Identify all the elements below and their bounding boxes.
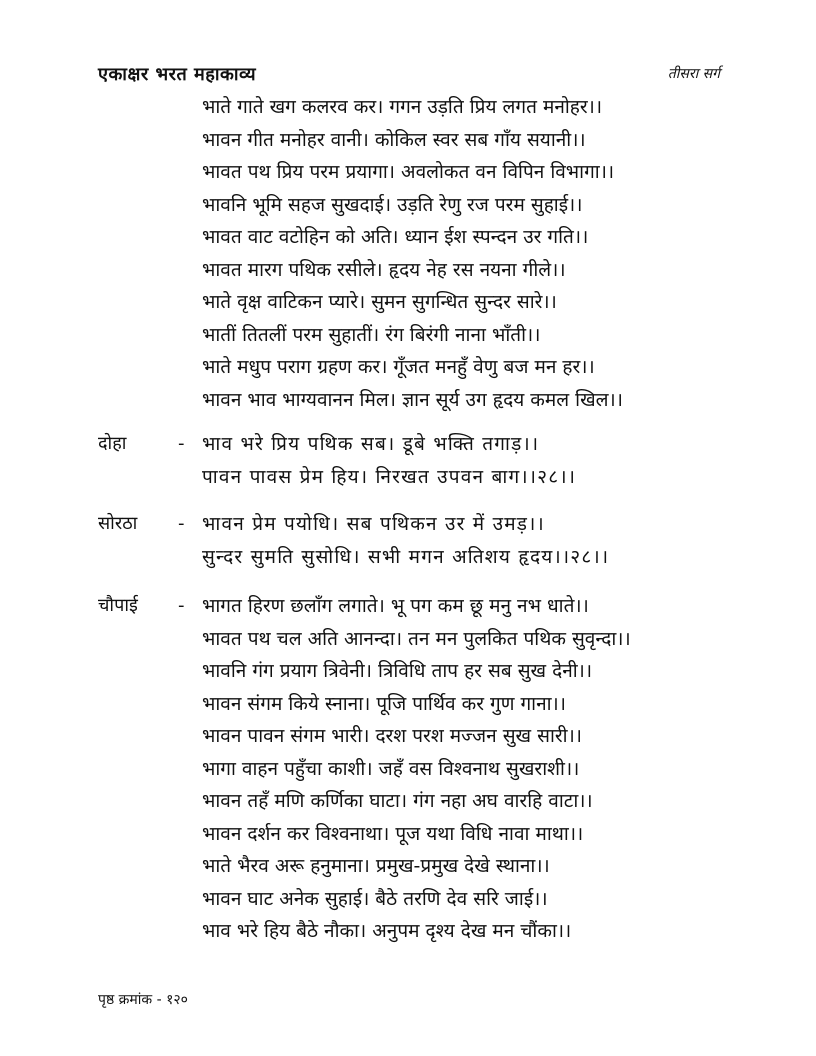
doha-line xyxy=(98,428,724,461)
verse-line xyxy=(98,91,724,124)
page-header xyxy=(98,62,720,88)
verse-text: भावन पावन संगम भारी। दरश परश मज्जन सुख सारी।। xyxy=(202,725,582,747)
chaupai-line xyxy=(98,655,724,688)
verse-text: भावत पथ प्रिय परम प्रयागा। अवलोकत वन विपिन विभागा।। xyxy=(202,161,615,183)
chaupai-line xyxy=(98,590,724,623)
soratha-line xyxy=(98,541,724,574)
verse-text: भाव भरे हिय बैठे नौका। अनुपम दृश्य देख मन चौंका।। xyxy=(202,920,572,942)
verse-text: भावन घाट अनेक सुहाई। बैठे तरणि देव सरि जाई।। xyxy=(202,887,548,910)
verse-text: भागत हिरण छलाँग लगाते। भू पग कम छू मनु नभ धाते।। xyxy=(202,595,589,617)
verse-text: भावन प्रेम पयोधि। सब पथिकन उर में उमड़।। xyxy=(202,513,545,535)
verse-line xyxy=(98,156,724,189)
label-dash: - xyxy=(178,513,185,534)
verse-text: भावन दर्शन कर विश्वनाथा। पूज यथा विधि नावा माथा।। xyxy=(202,822,584,845)
chaupai-label: चौपाई xyxy=(98,595,138,616)
verse-text: सुन्दर सुमति सुसोधि। सभी मगन अतिशय हृदय।।२८।। xyxy=(202,545,610,568)
verse-text: भाते वृक्ष वाटिकन प्यारे। सुमन सुगन्धित सुन्दर सारे।। xyxy=(202,291,557,313)
verse-text: भावत मारग पथिक रसीले। हृदय नेह रस नयना गीले।। xyxy=(202,258,566,281)
verse-text: भावन संगम किये स्नाना। पूजि पार्थिव कर गुण गाना।। xyxy=(202,692,566,715)
chaupai-line xyxy=(98,688,724,721)
verse-text: भागा वाहन पहुँचा काशी। जहँ वस विश्वनाथ सुखराशी।। xyxy=(202,757,580,780)
soratha-block xyxy=(98,508,724,573)
verse-line xyxy=(98,221,724,254)
verse-text: भावत पथ चल अति आनन्दा। तन मन पुलकित पथिक सुवृन्दा।। xyxy=(202,627,631,650)
verse-text: भातीं तितलीं परम सुहातीं। रंग बिरंगी नाना भाँती।। xyxy=(202,323,541,346)
chaupai-line xyxy=(98,883,724,916)
page-number: पृष्ठ क्रमांक - १२० xyxy=(98,992,188,1008)
verse-text: भावन तहँ मणि कर्णिका घाटा। गंग नहा अघ वारहि वाटा।। xyxy=(202,790,593,812)
chaupai-line xyxy=(98,753,724,786)
verse-text: भाव भरे प्रिय पथिक सब। डूबे भक्ति तगाड़।। xyxy=(202,433,540,455)
verse-block-intro xyxy=(98,91,724,416)
verse-text: भाते मधुप पराग ग्रहण कर। गूँजत मनहुँ वेणु बज मन हर।। xyxy=(202,356,595,378)
doha-label: दोहा xyxy=(98,433,127,454)
verse-text: भावन भाव भाग्यवानन मिल। ज्ञान सूर्य उग हृदय कमल खिल।। xyxy=(202,388,623,411)
verse-line xyxy=(98,384,724,417)
verse-text: भाते भैरव अरू हनुमाना। प्रमुख-प्रमुख देखे स्थाना।। xyxy=(202,855,550,877)
label-dash: - xyxy=(178,433,185,454)
verse-text: भाते गाते खग कलरव कर। गगन उड़ति प्रिय लगत मनोहर।। xyxy=(202,96,603,118)
label-dash: - xyxy=(178,595,185,616)
doha-line xyxy=(98,461,724,494)
chaupai-line xyxy=(98,818,724,851)
chaupai-line xyxy=(98,623,724,656)
soratha-label: सोरठा xyxy=(98,513,138,534)
verse-line xyxy=(98,351,724,384)
chaupai-line xyxy=(98,915,724,948)
chaupai-line xyxy=(98,720,724,753)
verse-line xyxy=(98,319,724,352)
verse-text: पावन पावस प्रेम हिय। निरखत उपवन बाग।।२८।। xyxy=(202,465,577,488)
chaupai-line xyxy=(98,850,724,883)
chaupai-line xyxy=(98,785,724,818)
book-title: एकाक्षर भरत महाकाव्य xyxy=(98,64,257,85)
verse-line xyxy=(98,189,724,222)
soratha-line xyxy=(98,508,724,541)
verse-text: भावन गीत मनोहर वानी। कोकिल स्वर सब गाँय सयानी।। xyxy=(202,128,586,151)
verse-line xyxy=(98,254,724,287)
verse-text: भावत वाट वटोहिन को अति। ध्यान ईश स्पन्दन उर गति।। xyxy=(202,226,589,248)
doha-block xyxy=(98,428,724,493)
verse-text: भावनि गंग प्रयाग त्रिवेनी। त्रिविधि ताप हर सब सुख देनी।। xyxy=(202,660,593,682)
verse-text: भावनि भूमि सहज सुखदाई। उड़ति रेणु रज परम सुहाई।। xyxy=(202,193,583,216)
verse-line xyxy=(98,286,724,319)
chaupai-block xyxy=(98,590,724,948)
verse-line xyxy=(98,124,724,157)
chapter-title: तीसरा सर्ग xyxy=(667,66,720,82)
